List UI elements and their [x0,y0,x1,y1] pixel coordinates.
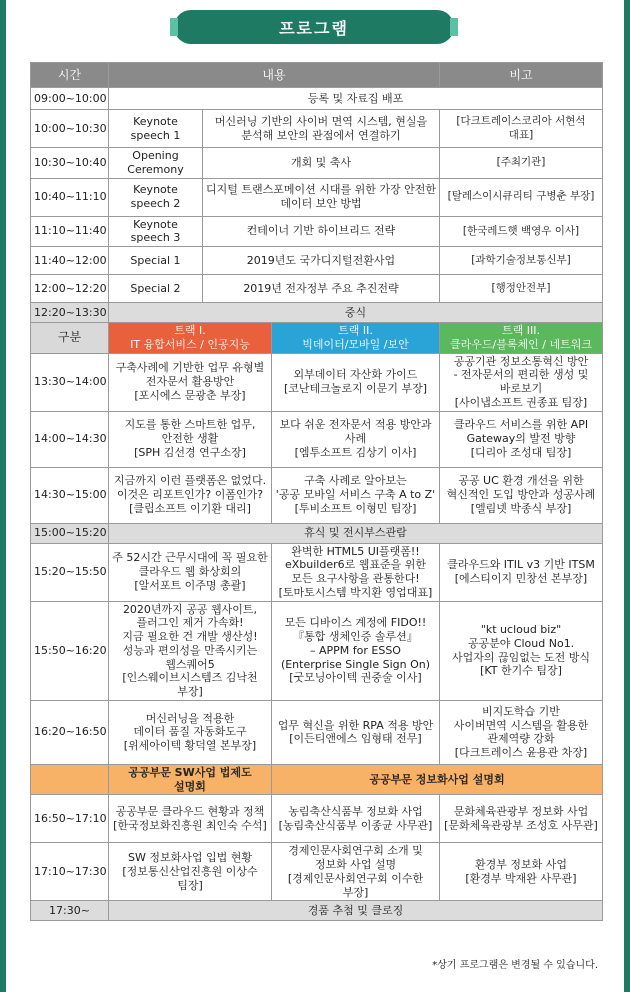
session-line: 사업자의 끊임없는 도전 방식 [451,650,590,664]
session-line: '공공 모바일 서비스 구축 A to Z' [275,488,436,502]
row-time: 15:50~16:20 [31,601,109,700]
session-line: 공공부문 클라우드 현황과 정책 [115,805,265,818]
session-line: [다크트레이스 윤용관 차장] [454,746,588,759]
row-time: 13:30~14:00 [31,353,109,411]
row-session: Keynote speech 2 [109,178,203,216]
row-content: 등록 및 자료집 배포 [109,88,603,110]
row-note: [다크트레이스코리아 서현석 대표] [440,110,603,148]
table-row [31,901,603,921]
session-cell-t3 [440,543,603,601]
row-time: 17:10~17:30 [31,843,109,901]
row-note: [과학기술정보통신부] [440,247,603,275]
track-3-subtitle: 클라우드/블록체인 / 네트워크 [450,337,592,351]
table-row [31,178,603,216]
session-line: 구축사례에 기반한 업무 유형별 [115,361,265,375]
row-session: Special 1 [109,247,203,275]
table-row [31,795,603,843]
briefing-header-row [31,764,603,795]
session-line: 안전한 생활 [161,432,219,446]
row-content: 머신러닝 기반의 사이버 면역 시스템, 현실을 분석해 보안의 관점에서 연결하기 [203,110,440,148]
session-line: [인스웨이브시스템즈 김낙천 부장] [122,671,258,698]
track-2-title: 트랙 II. [338,324,373,337]
session-line: [클립소프트 이기환 대리] [129,501,251,515]
session-line: 클라우드 웹 화상회의 [138,565,242,579]
row-session: Special 2 [109,275,203,303]
table-row [31,601,603,700]
program-table [30,62,603,921]
table-row [31,843,603,901]
row-session: Keynote speech 1 [109,110,203,148]
session-line: [경제인문사회연구회 이수한 부장] [287,871,424,899]
session-line: 데이터 품질 자동화도구 [133,725,247,739]
session-line: 관제역량 강화 [487,732,555,746]
session-cell-t1 [109,411,272,467]
session-cell-t3 [440,601,603,700]
row-time: 15:20~15:50 [31,543,109,601]
header-content: 내용 [109,63,440,88]
session-cell-t2 [272,543,440,601]
left-frame-border [0,0,6,992]
session-cell-t3 [440,411,603,467]
row-time: 09:00~10:00 [31,88,109,110]
row-time: 14:00~14:30 [31,411,109,467]
session-cell-t1 [109,795,272,843]
row-time: 11:10~11:40 [31,216,109,247]
session-line: [사이냅소프트 권종표 팀장] [454,395,588,409]
header-time: 시간 [31,63,109,88]
row-content: 2019년 전자정부 주요 추진전략 [203,275,440,303]
session-cell-t2 [272,467,440,523]
session-cell-t3 [440,700,603,764]
session-cell-t2 [272,601,440,700]
table-row [31,216,603,247]
session-cell-t1 [109,843,272,901]
row-content: 디지털 트랜스포메이션 시대를 위한 가장 안전한 데이터 보안 방법 [203,178,440,216]
session-line: (Enterprise Single Sign On) [280,657,431,671]
session-line: 플러그인 제거 가속화! [136,616,244,630]
session-line: eXbuilder6로 웹표준을 위한 [284,558,426,572]
session-line: [SPH 김선경 연구소장] [134,445,246,459]
session-line: 클라우드와 ITIL v3 기반 ITSM [447,558,595,572]
session-cell-t2 [272,843,440,901]
row-time: 14:30~15:00 [31,467,109,523]
table-row [31,148,603,179]
table-row [31,247,603,275]
session-cell-t2 [272,795,440,843]
row-time: 16:20~16:50 [31,700,109,764]
session-cell-t1 [109,467,272,523]
briefing-spacer [31,764,109,795]
session-line: – APPM for ESSO [310,643,401,657]
session-line: 비지도학습 기반 [482,704,560,718]
row-time: 15:00~15:20 [31,523,109,543]
right-frame-border [624,0,630,992]
session-line: [이든티앤에스 임형태 전무] [289,732,422,746]
session-line: [토마토시스템 박지환 영업대표] [278,585,433,599]
session-line: [문화체육관광부 조성호 사무관] [444,818,598,832]
session-line: 웹스퀘어5 [165,657,215,671]
session-line: 성능과 편의성을 만족시키는 [122,643,258,657]
table-row [31,110,603,148]
row-time: 10:40~11:10 [31,178,109,216]
table-row [31,411,603,467]
page-title: 프로그램 [174,10,454,44]
row-note: [탈레스이시큐리티 구병춘 부장] [440,178,603,216]
session-line: 2020년까지 공공 웹사이트, [122,602,258,616]
session-line: 경제인문사회연구회 소개 및 [288,844,423,858]
briefing-session-group [31,795,603,901]
session-line: 『통합 생체인증 솔루션』 [293,630,418,643]
session-line: 보다 쉬운 전자문서 적용 방안과 [279,418,432,432]
session-line: 외부데이터 자산화 가이드 [293,368,418,382]
table-row [31,543,603,601]
session-line: 모든 요구사항을 관통한다! [291,572,420,585]
track-2-subtitle: 빅데이터/모바일 /보안 [302,337,409,351]
session-line: - 전자문서의 편리한 생성 및 바로보기 [453,368,589,395]
row-time: 10:00~10:30 [31,110,109,148]
session-line: 구축 사례로 알아보는 [304,474,407,488]
session-line: Gateway의 발전 방향 [466,432,576,446]
session-cell-t2 [272,700,440,764]
session-line: [에스티이지 민창선 본부장] [454,572,588,585]
session-line: 문화체육관광부 정보화 사업 [453,805,589,818]
row-note: [행정안전부] [440,275,603,303]
table-row [31,303,603,323]
row-content: 컨테이너 기반 하이브리드 전략 [203,216,440,247]
briefing-left-title: 공공부문 SW사업 법제도 설명회 [109,764,272,795]
session-cell-t2 [272,411,440,467]
session-cell-t3 [440,795,603,843]
footnote: *상기 프로그램은 변경될 수 있습니다. [432,960,598,971]
header-note: 비고 [440,63,603,88]
track-1-subtitle: IT 융합서비스 / 인공지능 [130,337,250,351]
row-content: 개회 및 축사 [203,148,440,179]
session-line: [포시에스 문광춘 부장] [134,388,246,402]
session-line: 공공기관 정보소통혁신 방안 [453,354,589,368]
table-header-row [31,63,603,88]
session-line: [디리아 조성대 팀장] [470,445,572,459]
session-line: 클라우드 서비스를 위한 API [453,418,589,432]
track-gubun: 구분 [31,323,109,354]
row-time: 17:30~ [31,901,109,921]
table-row [31,467,603,523]
session-line: 업무 혁신을 위한 RPA 적용 방안 [277,718,434,732]
track-3-title: 트랙 III. [502,324,540,337]
track-1-header [109,323,272,354]
session-line: [굿모닝아이텍 권중술 이사] [289,671,422,685]
row-content: 2019년도 국가디지털전환사업 [203,247,440,275]
row-session: Keynote speech 3 [109,216,203,247]
session-cell-t2 [272,353,440,411]
session-line: 혁신적인 도입 방안과 성공사례 [446,488,596,502]
session-line: [엠투소프트 김상기 이사] [294,445,417,459]
session-line: 정보화 사업 설명 [314,858,397,871]
session-line: 공공 UC 환경 개선을 위한 [458,474,584,488]
table-row [31,700,603,764]
session-line: [KT 한기수 팀장] [480,664,562,678]
track-3-header [440,323,603,354]
row-time: 16:50~17:10 [31,795,109,843]
track-1-title: 트랙 I. [174,324,206,337]
session-line: 지금까지 이런 플랫폼은 없었다. [113,474,267,488]
session-line: [농림축산식품부 이종균 사무관] [278,818,433,832]
row-time: 12:20~13:30 [31,303,109,323]
track-session-group-b [31,543,603,764]
session-cell-t3 [440,353,603,411]
session-cell-t1 [109,601,272,700]
table-row [31,88,603,110]
track-session-group-a [31,353,603,523]
session-line: [투비소프트 이형민 팀장] [294,501,417,515]
row-session: Opening Ceremony [109,148,203,179]
session-cell-t1 [109,700,272,764]
session-line: [환경부 박재완 사무관] [465,871,577,885]
session-line: 완벽한 HTML5 UI플랫폼!! [291,544,420,558]
row-content: 휴식 및 전시부스관람 [109,523,603,543]
briefing-right-title: 공공부문 정보화사업 설명회 [272,764,603,795]
track-2-header [272,323,440,354]
session-cell-t1 [109,543,272,601]
session-cell-t3 [440,843,603,901]
session-line: 농림축산식품부 정보화 사업 [288,805,423,818]
session-line: 공공분야 Cloud No1. [467,636,575,650]
row-note: [한국레드햇 백영우 이사] [440,216,603,247]
session-line: 주 52시간 근무시대에 꼭 필요한 [112,551,268,565]
row-time: 10:30~10:40 [31,148,109,179]
session-line: "kt ucloud biz" [480,623,562,637]
session-line: 머신러닝을 적용한 [145,711,235,725]
session-line: SW 정보화사업 입법 현황 [128,851,252,865]
session-line: 지도를 통한 스마트한 업무, [124,418,256,432]
session-cell-t3 [440,467,603,523]
session-line: 전자문서 활용방안 [145,375,235,389]
session-line: [정보통신산업진흥원 이상수 팀장] [122,864,258,892]
row-content: 중식 [109,303,603,323]
session-line: 사이버면역 시스템을 활용한 [453,718,589,732]
session-line: 이것은 리포트인가? 이폼인가? [116,488,264,502]
row-content: 경품 추첨 및 클로징 [109,901,603,921]
session-line: 사례 [344,432,367,446]
row-time: 11:40~12:00 [31,247,109,275]
session-line: [알서포트 이주명 총괄] [134,578,246,592]
session-cell-t1 [109,353,272,411]
table-row [31,275,603,303]
session-line: 환경부 정보화 사업 [474,858,567,871]
session-line: [엘림넷 박종식 부장] [470,501,572,515]
row-note: [주최기관] [440,148,603,179]
session-line: [코난테크놀로지 이문기 부장] [283,382,428,395]
session-line: [한국정보화진흥원 최인숙 수석] [113,818,267,832]
row-time: 12:00~12:20 [31,275,109,303]
table-row [31,353,603,411]
track-header-row [31,323,603,354]
session-line: [위세아이텍 황덕열 본부장] [123,739,257,753]
session-line: 모든 디바이스 계정에 FIDO!! [284,616,427,630]
session-line: 지금 필요한 건 개발 생산성! [122,630,258,643]
table-row [31,523,603,543]
